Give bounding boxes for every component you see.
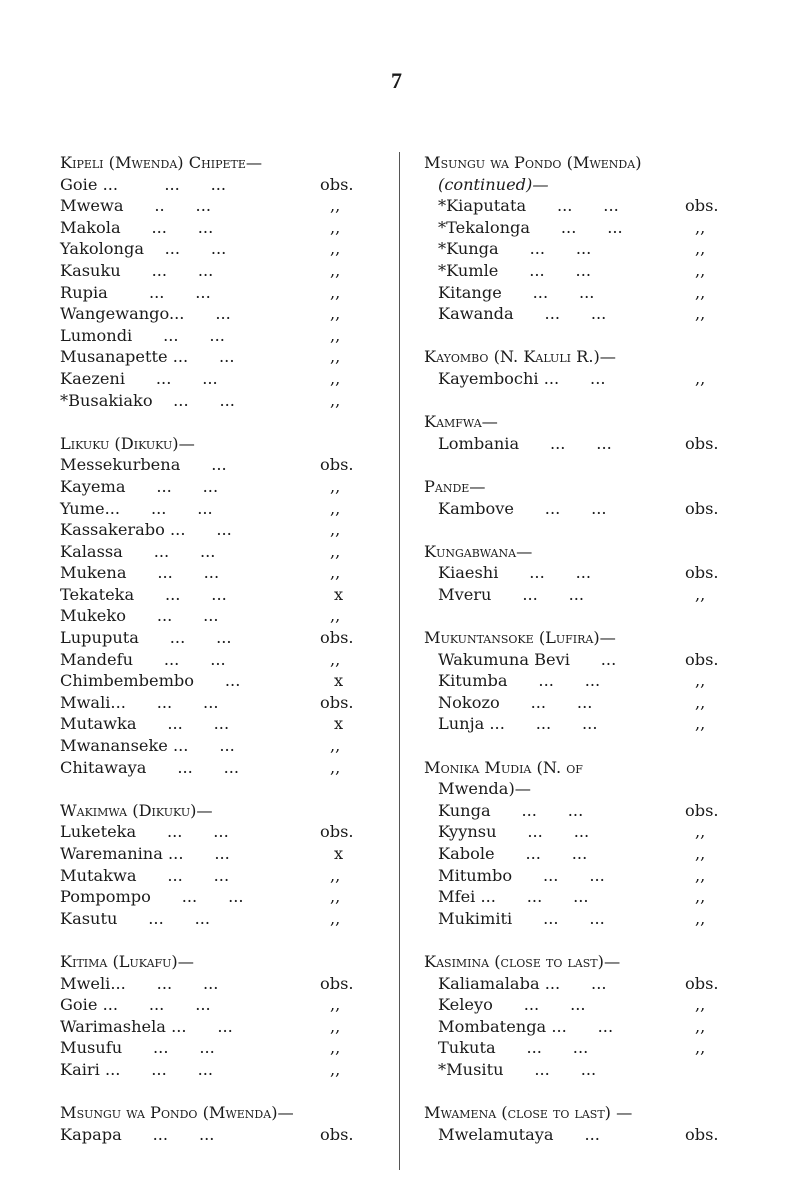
entry-row <box>60 260 386 282</box>
entry-name: Kitumba ... ... <box>438 671 601 691</box>
entry-value: ,, <box>695 844 706 863</box>
entry-row <box>424 886 800 908</box>
spacer <box>424 929 800 951</box>
entry-row <box>60 821 386 843</box>
entry-value: ,, <box>695 1016 706 1036</box>
entry-row <box>60 757 386 779</box>
entry-name: Kaliamalaba ... ... <box>438 973 607 993</box>
spacer <box>424 519 800 541</box>
entry-row <box>60 713 386 735</box>
entry-value: x <box>334 714 344 734</box>
entry-row <box>60 605 386 627</box>
entry-row <box>424 1124 800 1146</box>
entry-value: obs. <box>320 174 354 194</box>
entry-value: ,, <box>695 822 706 842</box>
entry-row <box>424 843 800 865</box>
section-heading <box>424 1102 800 1124</box>
page-number: 7 <box>391 68 402 93</box>
entry-value: ,, <box>330 1038 341 1058</box>
entry-name: Messekurbena ... <box>60 455 227 475</box>
section-heading <box>60 951 386 973</box>
entry-name: Mitumbo ... ... <box>438 865 605 885</box>
entry-value: obs. <box>320 822 354 842</box>
right-column <box>424 152 800 1145</box>
entry-row <box>60 454 386 476</box>
entry-value: ,, <box>695 714 706 734</box>
entry-value: ,, <box>330 260 341 280</box>
entry-row <box>60 908 386 930</box>
section-heading-text: Mwamena (close to last) — <box>424 1103 633 1123</box>
entry-row <box>60 303 386 325</box>
entry-row <box>424 908 800 930</box>
entry-value: ,, <box>330 325 341 345</box>
entry-row <box>424 260 800 282</box>
entry-value: ,, <box>330 606 341 626</box>
entry-value: ,, <box>330 865 341 885</box>
entry-name: Warimashela ... ... <box>60 1016 233 1036</box>
entry-row <box>60 476 386 498</box>
entry-value: ,, <box>330 196 341 216</box>
entry-row <box>60 649 386 671</box>
spacer <box>60 411 386 433</box>
entry-value: ,, <box>695 692 706 712</box>
entry-value: ,, <box>695 217 706 237</box>
entry-row <box>60 1059 386 1081</box>
entry-value: ,, <box>330 649 341 669</box>
entry-name: Tukuta ... ... <box>438 1038 589 1058</box>
entry-name: *Busakiako ... ... <box>60 390 235 410</box>
entry-row <box>424 994 800 1016</box>
entry-row <box>424 973 800 995</box>
entry-row <box>60 886 386 908</box>
entry-value: ,, <box>330 757 341 777</box>
entry-value: ,, <box>330 541 341 561</box>
section-heading <box>60 1102 386 1124</box>
entry-row <box>424 195 800 217</box>
entry-name: Luketeka ... ... <box>60 822 229 842</box>
entry-name: Waremanina ... ... <box>60 844 230 863</box>
entry-value: ,, <box>330 1016 341 1036</box>
section-heading <box>424 346 800 368</box>
section-heading-text: Pande— <box>424 476 486 496</box>
entry-value: ,, <box>330 736 341 756</box>
entry-name: Lupuputa ... ... <box>60 628 232 648</box>
left-column <box>60 152 386 1145</box>
entry-row <box>60 973 386 995</box>
entry-row <box>60 217 386 239</box>
entry-value: ,, <box>330 1059 341 1079</box>
entry-name: Kyynsu ... ... <box>438 822 590 842</box>
entry-value: ,, <box>695 304 706 324</box>
entry-name: Mukeko ... ... <box>60 606 219 626</box>
entry-value: obs. <box>320 1124 354 1144</box>
entry-row <box>60 843 386 865</box>
entry-name: Yakolonga ... ... <box>60 239 227 259</box>
entry-row <box>60 498 386 520</box>
entry-row <box>60 174 386 196</box>
entry-row <box>60 735 386 757</box>
entry-name: Mwewa .. ... <box>60 196 211 216</box>
entry-name: Kayema ... ... <box>60 476 219 496</box>
entry-name: Musufu ... ... <box>60 1038 215 1058</box>
section-heading-text: Mukuntansoke (Lufira)— <box>424 628 616 648</box>
entry-row <box>424 433 800 455</box>
spacer <box>424 605 800 627</box>
entry-value: obs. <box>320 455 354 475</box>
entry-name: Kalassa ... ... <box>60 541 216 561</box>
entry-value: ,, <box>695 239 706 259</box>
section-subheading-text: (continued)— <box>438 174 549 194</box>
section-subheading <box>424 778 800 800</box>
entry-name: *Tekalonga ... ... <box>438 217 623 237</box>
entry-value: obs. <box>685 433 719 453</box>
entry-name: Kaezeni ... ... <box>60 368 218 388</box>
entry-name: Goie ... ... ... <box>60 995 211 1015</box>
entry-row <box>424 238 800 260</box>
entry-name: Mweli... ... ... <box>60 973 219 993</box>
section-heading-text: Kamfwa— <box>424 412 498 432</box>
entry-value: obs. <box>685 196 719 216</box>
entry-name: Mutakwa ... ... <box>60 865 230 885</box>
entry-row <box>60 368 386 390</box>
entry-row <box>424 562 800 584</box>
entry-name: *Musitu ... ... <box>438 1059 597 1079</box>
spacer <box>424 735 800 757</box>
section-heading-text: Kitima (Lukafu)— <box>60 951 194 971</box>
entry-row <box>60 238 386 260</box>
entry-value: ,, <box>330 995 341 1015</box>
entry-value: ,, <box>695 671 706 691</box>
entry-row <box>424 649 800 671</box>
entry-value: ,, <box>330 520 341 540</box>
section-heading <box>424 951 800 973</box>
entry-row <box>424 217 800 239</box>
entry-row <box>60 519 386 541</box>
entry-name: Lunja ... ... ... <box>438 714 598 734</box>
entry-row <box>424 713 800 735</box>
entry-row <box>424 1016 800 1038</box>
entry-value: ,, <box>695 368 706 388</box>
section-heading-text: Wakimwa (Dikuku)— <box>60 800 213 820</box>
entry-name: Kapapa ... ... <box>60 1124 215 1144</box>
entry-name: Mwali... ... ... <box>60 692 219 712</box>
entry-value: obs. <box>685 973 719 993</box>
entry-value: ,, <box>695 584 706 604</box>
entry-name: Mombatenga ... ... <box>438 1016 614 1036</box>
entry-row <box>424 1059 800 1081</box>
entry-name: Makola ... ... <box>60 217 214 237</box>
entry-value: ,, <box>695 887 706 907</box>
entry-row <box>60 692 386 714</box>
entry-name: *Kiaputata ... ... <box>438 196 619 216</box>
entry-value: obs. <box>685 1124 719 1144</box>
entry-value: ,, <box>330 908 341 928</box>
entry-value: ,, <box>330 368 341 388</box>
entry-value: ,, <box>695 260 706 280</box>
entry-row <box>60 865 386 887</box>
entry-name: Kassakerabo ... ... <box>60 520 232 540</box>
entry-value: x <box>334 584 344 604</box>
entry-name: Kasutu ... ... <box>60 908 211 928</box>
entry-value: obs. <box>685 649 719 669</box>
section-heading-text: Likuku (Dikuku)— <box>60 433 195 453</box>
entry-row <box>60 584 386 606</box>
spacer <box>424 325 800 347</box>
entry-row <box>424 800 800 822</box>
entry-value: ,, <box>330 476 341 496</box>
entry-row <box>424 692 800 714</box>
entry-name: Kayembochi ... ... <box>438 368 606 388</box>
entry-name: Mukimiti ... ... <box>438 908 605 928</box>
entry-row <box>424 821 800 843</box>
entry-name: Mandefu ... ... <box>60 649 226 669</box>
entry-name: Kabole ... ... <box>438 844 588 863</box>
entry-row <box>424 1037 800 1059</box>
entry-row <box>60 627 386 649</box>
entry-name: Mveru ... ... <box>438 584 585 604</box>
spacer <box>424 1081 800 1103</box>
entry-value: ,, <box>695 865 706 885</box>
spacer <box>60 778 386 800</box>
entry-row <box>424 584 800 606</box>
entry-row <box>60 541 386 563</box>
section-heading <box>60 152 386 174</box>
section-subheading <box>424 174 800 196</box>
section-heading <box>60 800 386 822</box>
entry-value: ,, <box>330 563 341 583</box>
entry-row <box>60 1124 386 1146</box>
entry-row <box>60 1016 386 1038</box>
entry-name: Lombania ... ... <box>438 433 612 453</box>
section-heading-text: Kipeli (Mwenda) Chipete— <box>60 153 263 172</box>
entry-row <box>60 562 386 584</box>
entry-name: Keleyo ... ... <box>438 995 586 1015</box>
entry-value: ,, <box>330 217 341 237</box>
entry-name: Goie ... ... ... <box>60 174 227 194</box>
entry-value: ,, <box>695 908 706 928</box>
entry-value: obs. <box>320 973 354 993</box>
section-heading <box>424 476 800 498</box>
entry-name: Kasuku ... ... <box>60 260 214 280</box>
entry-name: Pompompo ... ... <box>60 887 244 907</box>
entry-value: obs. <box>320 628 354 648</box>
entry-name: Lumondi ... ... <box>60 325 225 345</box>
entry-name: Kambove ... ... <box>438 498 607 518</box>
entry-value: obs. <box>685 563 719 583</box>
spacer <box>60 1081 386 1103</box>
entry-name: Yume... ... ... <box>60 498 213 518</box>
entry-name: *Kunga ... ... <box>438 239 592 259</box>
entry-name: Kairi ... ... ... <box>60 1059 214 1079</box>
section-heading <box>424 757 800 779</box>
entry-value: obs. <box>320 692 354 712</box>
entry-row <box>60 994 386 1016</box>
section-heading-text: Kungabwana— <box>424 541 533 561</box>
entry-row <box>424 282 800 304</box>
entry-name: Kiaeshi ... ... <box>438 563 592 583</box>
entry-name: *Kumle ... ... <box>438 260 591 280</box>
section-heading-text: Kayombo (N. Kaluli R.)— <box>424 347 616 367</box>
entry-row <box>60 195 386 217</box>
section-heading <box>424 411 800 433</box>
entry-value: obs. <box>685 800 719 820</box>
entry-name: Kitange ... ... <box>438 282 595 302</box>
entry-row <box>60 346 386 368</box>
section-heading-text: Monika Mudia (N. of <box>424 757 583 777</box>
entry-value: x <box>334 671 344 691</box>
entry-value: obs. <box>685 498 719 518</box>
entry-name: Mwelamutaya ... <box>438 1124 600 1144</box>
entry-name: Kunga ... ... <box>438 800 584 820</box>
entry-value: ,, <box>695 282 706 302</box>
entry-row <box>424 865 800 887</box>
entry-name: Chitawaya ... ... <box>60 757 240 777</box>
entry-value: ,, <box>330 347 341 367</box>
entry-value: ,, <box>695 1038 706 1058</box>
entry-name: Mwananseke ... ... <box>60 736 235 756</box>
spacer <box>424 390 800 412</box>
section-heading <box>424 541 800 563</box>
entry-row <box>424 498 800 520</box>
entry-row <box>424 303 800 325</box>
section-heading <box>424 152 800 174</box>
entry-value: ,, <box>330 282 341 302</box>
entry-name: Chimbembembo ... <box>60 671 241 691</box>
section-heading-text: Kasimina (close to last)— <box>424 951 621 971</box>
section-heading-text: Msungu wa Pondo (Mwenda) <box>424 153 642 172</box>
entry-name: Wangewango... ... <box>60 304 231 324</box>
section-heading <box>60 433 386 455</box>
entry-name: Musanapette ... ... <box>60 347 235 367</box>
spacer <box>60 929 386 951</box>
entry-row <box>424 670 800 692</box>
entry-name: Rupia ... ... <box>60 282 211 302</box>
entry-row <box>60 282 386 304</box>
entry-value: ,, <box>695 995 706 1015</box>
entry-value: ,, <box>330 304 341 324</box>
entry-value: ,, <box>330 390 341 410</box>
entry-name: Mfei ... ... ... <box>438 887 589 907</box>
section-subheading-text: Mwenda)— <box>438 779 531 799</box>
entry-name: Tekateka ... ... <box>60 584 227 604</box>
entry-name: Mutawka ... ... <box>60 714 230 734</box>
entry-row <box>60 325 386 347</box>
section-heading <box>424 627 800 649</box>
entry-row <box>424 368 800 390</box>
entry-name: Mukena ... ... <box>60 563 220 583</box>
entry-name: Nokozo ... ... <box>438 692 593 712</box>
entry-name: Kawanda ... ... <box>438 304 607 324</box>
section-heading-text: Msungu wa Pondo (Mwenda)— <box>60 1103 294 1123</box>
spacer <box>424 454 800 476</box>
column-divider <box>399 152 400 1170</box>
entry-row <box>60 670 386 692</box>
entry-row <box>60 390 386 412</box>
entry-row <box>60 1037 386 1059</box>
entry-name: Wakumuna Bevi ... <box>438 649 617 669</box>
entry-value: x <box>334 844 344 863</box>
entry-value: ,, <box>330 239 341 259</box>
entry-value: ,, <box>330 887 341 907</box>
entry-value: ,, <box>330 498 341 518</box>
